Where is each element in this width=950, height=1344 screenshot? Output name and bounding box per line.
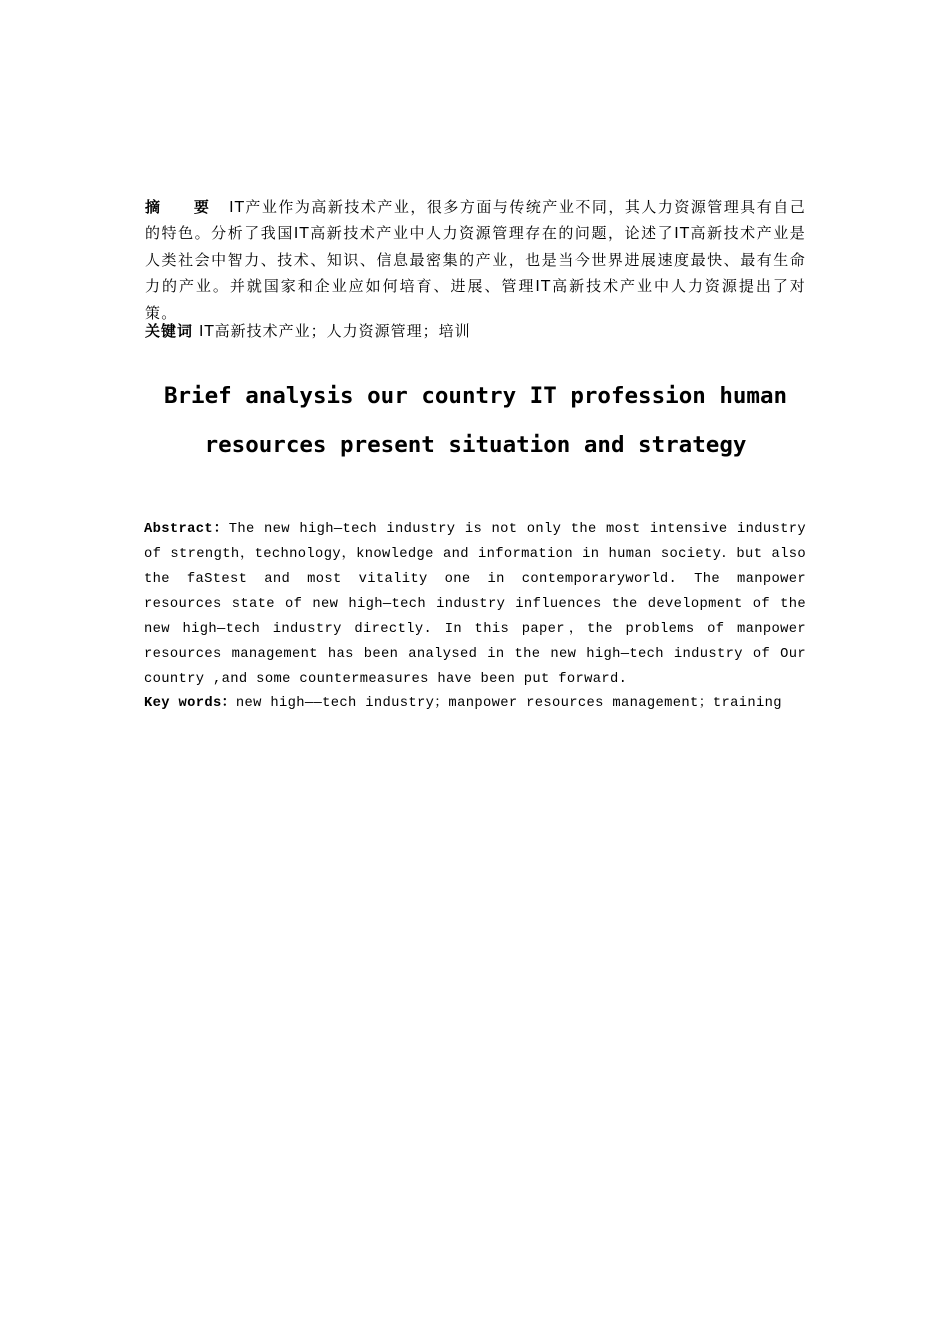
english-keywords-label: Key words： bbox=[144, 696, 236, 711]
english-keywords-text: new high——tech industry；manpower resources management；training bbox=[235, 696, 782, 711]
chinese-abstract-label: 摘 要 bbox=[145, 198, 224, 216]
chinese-keywords-label: 关键词 bbox=[145, 322, 194, 340]
english-abstract bbox=[144, 517, 806, 692]
english-abstract-label: Abstract： bbox=[144, 522, 229, 537]
english-title bbox=[145, 372, 806, 470]
chinese-keywords-text: IT高新技术产业；人力资源管理；培训 bbox=[199, 322, 471, 340]
chinese-abstract bbox=[145, 194, 806, 326]
english-title-line-1: Brief analysis our country IT profession human bbox=[163, 383, 788, 409]
chinese-keywords bbox=[145, 318, 806, 344]
english-keywords bbox=[144, 691, 806, 716]
chinese-abstract-text: IT产业作为高新技术产业，很多方面与传统产业不同，其人力资源管理具有自己的特色。分析了我国IT高新技术产业中人力资源管理存在的问题，论述了IT高新技术产业是人类社会中智力、技术、知识、信息最密集的产业，也是当今世界进展速度最快、最有生命力的产业。并就国家和企业应如何培育、进展、管理IT高新技术产业中人力资源提出了对策。 bbox=[145, 198, 806, 322]
english-title-line-2: resources present situation and strategy bbox=[204, 432, 747, 458]
english-abstract-text: The new high—tech industry is not only the most intensive industry of strength，technology，knowledge and information in human society．but also the faStest and most vitality one in contemporaryworld. The manpower resources state of new high—tech industry influences the development of the new high—tech industry directly. In this paper，the problems of manpower resources management has been analysed in the new high—tech industry of Our country ,and some countermeasures have been put forward. bbox=[144, 522, 807, 687]
